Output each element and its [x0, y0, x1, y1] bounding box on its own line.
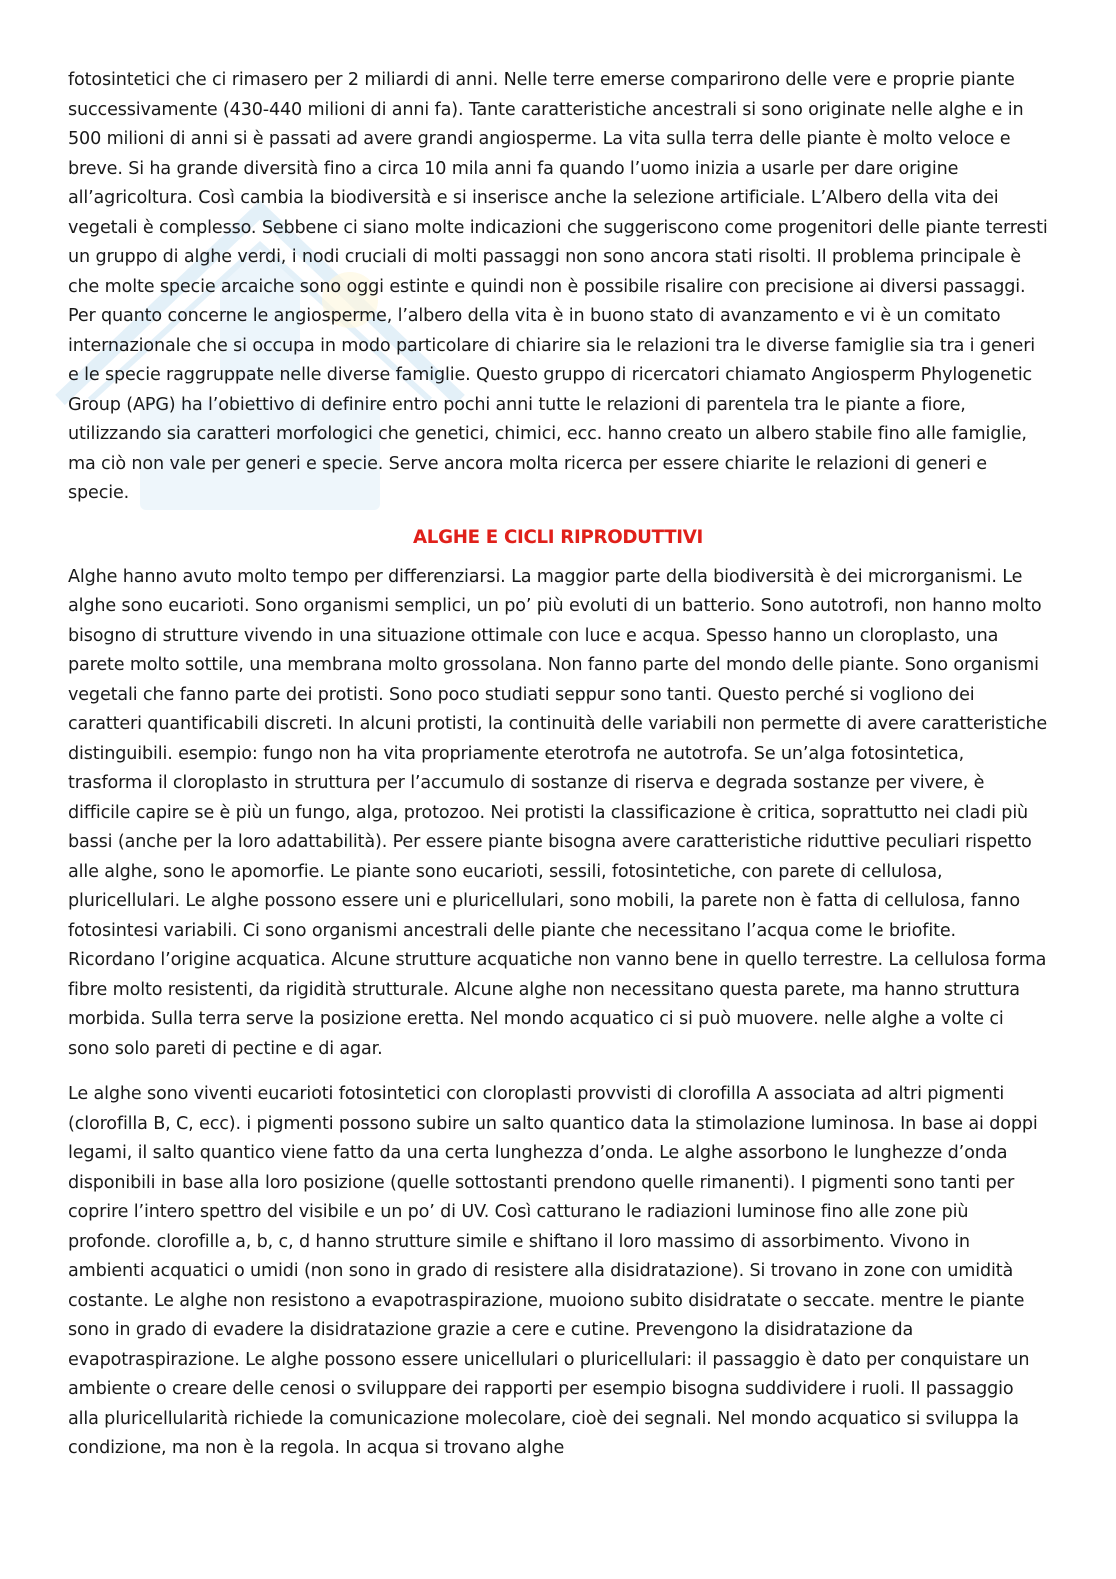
paragraph-alghe-2: Le alghe sono viventi eucarioti fotosintetici con cloroplasti provvisti di clorofilla A associata ad altri pigmenti (clorofilla B, C, ecc). i pigmenti possono subire un salto quantico data la stimolazione luminosa. In base ai doppi legami, il salto quantico viene fatto da una certa lunghezza d’onda. Le alghe assorbono le lunghezze d’onda disponibili in base alla loro posizione (quelle sottostanti prendono quelle rimanenti). I pigmenti sono tanti per coprire l’intero spettro del visibile e un po’ di UV. Così catturano le radiazioni luminose fino alle zone più profonde. clorofille a, b, c, d hanno strutture simile e shiftano il loro massimo di assorbimento. Vivono in ambienti acquatici o umidi (non sono in grado di resistere alla disidratazione). Si trovano in zone con umidità costante. Le alghe non resistono a evapotraspirazione, muoiono subito disidratate o seccate. mentre le piante sono in grado di evadere la disidratazione grazie a cere e cutine. Prevengono la disidratazione da evapotraspirazione. Le alghe possono essere unicellulari o pluricellulari: il passaggio è dato per conquistare un ambiente o creare delle cenosi o sviluppare dei rapporti per esempio bisogna suddividere i ruoli. Il passaggio alla pluricellularità richiede la comunicazione molecolare, cioè dei segnali. Nel mondo acquatico si sviluppa la condizione, ma non è la regola. In acqua si trovano alghe	[68, 1084, 1038, 1458]
intro-paragraph: fotosintetici che ci rimasero per 2 miliardi di anni. Nelle terre emerse comparirono delle vere e proprie piante successivamente (430-440 milioni di anni fa). Tante caratteristiche ancestrali si sono originate nelle alghe e in 500 milioni di anni si è passati ad avere grandi angiosperme. La vita sulla terra delle piante è molto veloce e breve. Si ha grande diversità fino a circa 10 mila anni fa quando l’uomo inizia a usarle per dare origine all’agricoltura. Così cambia la biodiversità e si inserisce anche la selezione artificiale. L’Albero della vita dei vegetali è complesso. Sebbene ci siano molte indicazioni che suggeriscono come progenitori delle piante terresti un gruppo di alghe verdi, i nodi cruciali di molti passaggi non sono ancora stati risolti. Il problema principale è che molte specie arcaiche sono oggi estinte e quindi non è possibile risalire con precisione ai diversi passaggi. Per quanto concerne le angiosperme, l’albero della vita è in buono stato di avanzamento e vi è un comitato internazionale che si occupa in modo particolare di chiarire sia le relazioni tra le diverse famiglie sia tra i generi e le specie raggruppate nelle diverse famiglie. Questo gruppo di ricercatori chiamato Angiosperm Phylogenetic Group (APG) ha l’obiettivo di definire entro pochi anni tutte le relazioni di parentela tra le piante a fiore, utilizzando sia caratteri morfologici che genetici, chimici, ecc. hanno creato un albero stabile fino alle famiglie, ma ciò non vale per generi e specie. Serve ancora molta ricerca per essere chiarite le relazioni di generi e specie.	[68, 70, 1048, 503]
paragraph-alghe-1: Alghe hanno avuto molto tempo per differenziarsi. La maggior parte della biodiversità è dei microrganismi. Le alghe sono eucarioti. Sono organismi semplici, un po’ più evoluti di un batterio. Sono autotrofi, non hanno molto bisogno di strutture vivendo in una situazione ottimale con luce e acqua. Spesso hanno un cloroplasto, una parete molto sottile, una membrana molto grossolana. Non fanno parte del mondo delle piante. Sono organismi vegetali che fanno parte dei protisti. Sono poco studiati seppur sono tanti. Questo perché si vogliono dei caratteri quantificabili discreti. In alcuni protisti, la continuità delle variabili non permette di avere caratteristiche distinguibili. esempio: fungo non ha vita propriamente eterotrofa ne autotrofa. Se un’alga fotosintetica, trasforma il cloroplasto in struttura per l’accumulo di sostanze di riserva e degrada sostanze per vivere, è difficile capire se è più un fungo, alga, protozoo. Nei protisti la classificazione è critica, soprattutto nei cladi più bassi (anche per la loro adattabilità). Per essere piante bisogna avere caratteristiche riduttive peculiari rispetto alle alghe, sono le apomorfie. Le piante sono eucarioti, sessili, fotosintetiche, con parete di cellulosa, pluricellulari. Le alghe possono essere uni e pluricellulari, sono mobili, la parete non è fatta di cellulosa, fanno fotosintesi variabili. Ci sono organismi ancestrali delle piante che necessitano l’acqua come le briofite. Ricordano l’origine acquatica. Alcune strutture acquatiche non vanno bene in quello terrestre. La cellulosa forma fibre molto resistenti, da rigidità strutturale. Alcune alghe non necessitano questa parete, ma hanno struttura morbida. Sulla terra serve la posizione eretta. Nel mondo acquatico ci si può muovere. nelle alghe a volte ci sono solo pareti di pectine e di agar.	[68, 566, 1048, 1059]
document-body	[68, 66, 1048, 1464]
section-heading: ALGHE E CICLI RIPRODUTTIVI	[413, 526, 703, 548]
